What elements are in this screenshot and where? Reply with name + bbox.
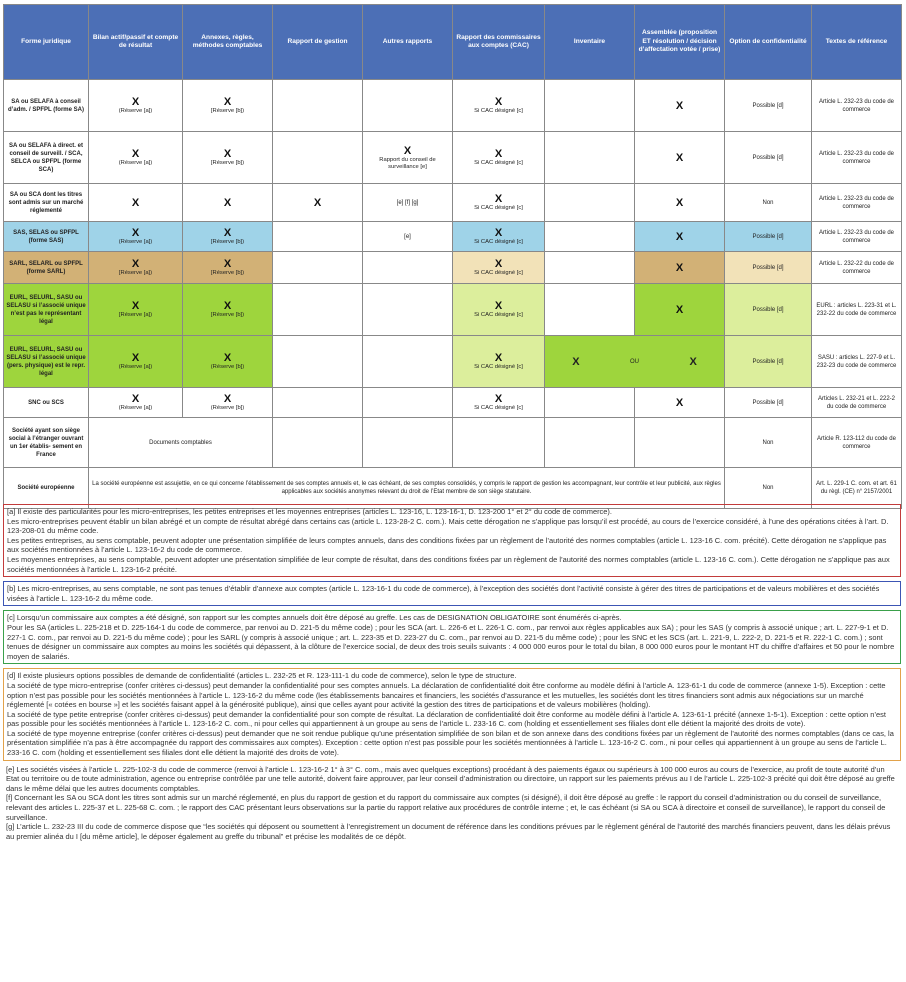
cell-reference: Article L. 232-22 du code de commerce [812,252,902,284]
cell-confidentialite: Possible [d] [725,132,812,184]
cell-rapport-gestion [273,222,363,252]
header-assemblee: Assemblée (proposition ET résolution / décision d’affectation votée / prise) [635,5,725,80]
cell-forme: Société ayant son siège social à l’étranger ouvrant un 1er établis- sement en France [4,418,89,468]
cell-autres-rapports [363,418,453,468]
cell-cac: X Si CAC désigné [c] [453,80,545,132]
cell-confidentialite: Possible [d] [725,336,812,388]
footnote-b [3,581,901,606]
cell-assemblee: X [635,222,725,252]
footnote-f: [f] Concernant les SA ou SCA dont les titres sont admis sur un marché réglementé, en plus du rapport de gestion et du rapport du commissaire aux comptes (si désigné), il doit être déposé au greffe : le rapport du conseil d’administration ou du conseil de surveillance, relevant des articles L. 225-37 et L. 225-68 C. com. ; le rapport des CAC présentant leurs observations sur la partie du rapport relative aux procédures de contrôle interne ; et, le cas échéant (si SA ou SCA à directoire et conseil de surveillance), le rapport du conseil de surveillance. [6,793,886,822]
cell-assemblee: X [635,184,725,222]
cell-inventaire [545,388,635,418]
table-row [4,80,902,132]
cell-bilan: X [Réserve [a]) [89,252,183,284]
cell-reference: Art. L. 229-1 C. com. et art. 61 du règl. (CE) n° 2157/2001 [812,468,902,509]
cell-inventaire-ou-assemblee [545,336,725,388]
cell-reference: Article L. 232-23 du code de commerce [812,222,902,252]
header-inventaire: Inventaire [545,5,635,80]
table-row [4,184,902,222]
footnote-a [3,504,901,577]
footnotes-efg [3,765,901,842]
cell-cac: X Si CAC désigné [c] [453,184,545,222]
cell-rapport-gestion [273,388,363,418]
table-row [4,252,902,284]
filing-requirements-table [3,4,902,509]
cell-rapport-gestion: X [273,184,363,222]
table-row [4,336,902,388]
footnote-g: [g] L’article L. 232-23 III du code de commerce dispose que “les sociétés qui déposent ou soumettent à l’enregistrement un document de référence dans les conditions prévues par le règlement général de l’autorité des marchés financiers peuvent, dans les délais prévus au premier alinéa du I [du même article], le déposer également au greffe du tribunal” et précise les modalités de ce dépôt. [6,822,891,841]
cell-inventaire [545,80,635,132]
cell-bilan: X (Réserve [a]) [89,80,183,132]
footnote-d-line: La société de type micro-entreprise (confer critères ci-dessus) peut demander la confidentialité pour ses comptes annuels. La déclaration de confidentialité doit être conforme au modèle défini à l’article A. 123-61-1 du code de commerce (annexe 1-5). Exception : cette option n’est pas possible pour les sociétés mentionnées à l’article L. 123-16-2 du même code (les établissements bancaires et financiers, les sociétés d’assurance et les mutuelles, les sociétés dont les titres financiers sont admis aux négociations sur un marché réglementé [« cotées en bourse »] et les sociétés faisant appel à la générosité publique), ainsi que celles ayant pour activité la gestion des titres de participations et de valeurs mobilières (holding). [7,680,886,710]
footnote-a-line: [a] Il existe des particularités pour les micro-entreprises, les petites entreprises et les moyennes entreprises (articles L. 123-16, L. 123-16-1, D. 123-200 1° et 2° du code de commerce). [7,507,612,516]
cell-confidentialite: Possible [d] [725,222,812,252]
cell-bilan: X (Réserve [a]) [89,388,183,418]
inventaire-x: X [572,355,580,368]
cell-assemblee: X [635,284,725,336]
cell-inventaire [545,418,635,468]
cell-cac: X Si CAC désigné [c] [453,252,545,284]
assemblee-x: X [689,355,697,368]
cell-forme: SAS, SELAS ou SPFPL (forme SAS) [4,222,89,252]
cell-assemblee: X [635,252,725,284]
cell-forme: SA ou SELAFA à direct. et conseil de surveill. / SCA, SELCA ou SPFPL (forme SCA) [4,132,89,184]
cell-reference: EURL : articles L. 223-31 et L. 232-22 du code de commerce [812,284,902,336]
cell-autres-rapports: [e] [f] [g] [363,184,453,222]
header-bilan: Bilan actif/passif et compte de résultat [89,5,183,80]
cell-reference: SASU : articles L. 227-9 et L. 232-23 du code de commerce [812,336,902,388]
cell-bilan: X (Réserve [a]) [89,336,183,388]
footnote-a-line: Les petites entreprises, au sens comptable, peuvent adopter une présentation simplifiée de leurs comptes annuels, dans des conditions fixées par un règlement de l’autorité des normes comptables (article L. 123-16 C. com. précité). Cette dérogation ne s’applique pas aux sociétés mentionnées à l’article L. 123-16-2 du code de commerce. [7,535,887,555]
cell-reference: Articles L. 232-21 et L. 222-2 du code de commerce [812,388,902,418]
footnote-c [3,610,901,664]
table-row [4,284,902,336]
header-forme-juridique: Forme juridique [4,5,89,80]
header-rapport-gestion: Rapport de gestion [273,5,363,80]
footnote-d-line: [d] Il existe plusieurs options possibles de demande de confidentialité (articles L. 232-25 et R. 123-111-1 du code de commerce), selon le type de structure. [7,671,517,681]
cell-cac: X Si CAC désigné [c] [453,388,545,418]
cell-autres-rapports [363,336,453,388]
cell-rapport-gestion [273,336,363,388]
table-row [4,132,902,184]
cell-confidentialite: Non [725,184,812,222]
footnote-c-line: [c] Lorsqu’un commissaire aux comptes a été désigné, son rapport sur les comptes annuels doit être déposé au greffe. Les cas de DESIGNATION OBLIGATOIRE sont énumérés ci-après. [7,613,622,623]
cell-confidentialite: Possible [d] [725,388,812,418]
cell-rapport-gestion [273,418,363,468]
cell-forme: SA ou SCA dont les titres sont admis sur un marché réglementé [4,184,89,222]
table-row [4,388,902,418]
cell-cac [453,418,545,468]
footnotes [3,504,901,845]
cell-autres-rapports [363,252,453,284]
cell-reference: Article L. 232-23 du code de commerce [812,132,902,184]
cell-bilan: X (Réserve [a]) [89,132,183,184]
cell-annexes: X [183,184,273,222]
cell-autres-rapports [363,388,453,418]
cell-annexes: X [Réserve [b]) [183,252,273,284]
cell-confidentialite: Non [725,468,812,509]
cell-inventaire [545,222,635,252]
cell-inventaire [545,184,635,222]
cell-rapport-gestion [273,252,363,284]
table-row [4,468,902,509]
cell-societe-europeenne-text: La société européenne est assujettie, en ce qui concerne l’établissement de ses comptes annuels et, le cas échéant, de ses comptes consolidés, y compris le rapport de gestion les accompagnant, leur contrôle et leur publicité, aux règles applicables aux sociétés anonymes relevant du droit de l’Etat membre de son siège statutaire. [89,468,725,509]
footnote-d-line: La société de type moyenne entreprise (confer critères ci-dessus) peut demander que ne soit rendue publique qu’une présentation simplifiée de son bilan et de son annexe dans des conditions fixées par un règlement de l’autorité des normes comptables (dans ce cas, la présentation simplifiée n’a pas à être accompagnée du rapport des commissaires aux comptes). Exception : cette option n’est pas possible pour les sociétés mentionnées à l’article L. 123-16-2 C. com., ni pour celles qui appartiennent à un groupe au sens de l’article L. 233-16 C. com (holding et essentiellement ses filiales dont elle détient la majorité des droits de vote). [7,728,894,758]
cell-forme: EURL, SELURL, SASU ou SELASU si l’associé unique n’est pas le représentant légal [4,284,89,336]
footnote-c-line: Pour les SA (articles L. 225-218 et D. 225-164-1 du code de commerce, par renvoi au D. 221-5 du même code) ; pour les SCA (art. L. 226-6 et L. 226-1 C. com., par renvoi aux règles applicables aux SA) ; pour les SAS (y compris à associé unique ; art. L. 227-9-1 et D. 227-1 C. com., par renvoi au D. 221-5 du même code) ; pour les SARL (y compris à associé unique ; art. L. 223-35 et D. 223-27 du C. com., par renvoi au D. 221-5 du même code) ; pour les SNC et les SCS (art. L. 221-9, L. 222-2, D. 221-5 et R. 222-1 C. com.) ; sont tenues de désigner un commissaire aux comptes au moins les sociétés qui dépassent, à la clôture de l’exercice social, de deux des trois seuils suivants : 4 000 000 euros pour le total du bilan, 8 000 000 euros pour le montant HT du chiffre d’affaires et 50 pour le nombre moyen de salariés. [7,622,895,661]
cell-cac: X Si CAC désigné [c] [453,284,545,336]
cell-rapport-gestion [273,132,363,184]
cell-annexes: X [Réserve [b]) [183,222,273,252]
cell-annexes: X [Réserve [b]) [183,284,273,336]
cell-cac: X Si CAC désigné [c] [453,222,545,252]
footnote-a-line: Les micro-entreprises peuvent établir un bilan abrégé et un compte de résultat abrégé dans certains cas (article L. 123-28-2 C. com.). Mais cette dérogation ne s’applique pas lorsqu’il est procédé, au cours de l’exercice considéré, à l’une des opérations citées à l’art. D. 123-208-01 du même code. [7,516,889,536]
header-annexes: Annexes, règles, méthodes comptables [183,5,273,80]
cell-rapport-gestion [273,80,363,132]
cell-assemblee: X [635,132,725,184]
cell-confidentialite: Possible [d] [725,284,812,336]
header-rapport-cac: Rapport des commissaires aux comptes (CAC) [453,5,545,80]
cell-forme: SNC ou SCS [4,388,89,418]
cell-bilan: X [Réserve [a]) [89,284,183,336]
cell-confidentialite: Possible [d] [725,252,812,284]
cell-assemblee [635,418,725,468]
header-textes-reference: Textes de référence [812,5,902,80]
cell-bilan: X [89,184,183,222]
footnote-d [3,668,901,760]
cell-documents-comptables: Documents comptables [89,418,273,468]
table-row [4,418,902,468]
cell-autres-rapports [363,80,453,132]
cell-annexes: X [Réserve [b]) [183,132,273,184]
cell-reference: Article L. 232-23 du code de commerce [812,80,902,132]
footnote-b-line: [b] Les micro-entreprises, au sens comptable, ne sont pas tenues d’établir d’annexe aux comptes (article L. 123-16-1 du code de commerce), à l’exception des sociétés dont l’activité consiste à gérer des titres de participations et de valeurs mobilières et des sociétés visées à l’article L. 123-16-2 du même code. [7,584,880,603]
cell-autres-rapports [363,284,453,336]
cell-cac: X Si CAC désigné [c] [453,132,545,184]
cell-reference: Article L. 232-23 du code de commerce [812,184,902,222]
table-row [4,222,902,252]
cell-assemblee: X [635,80,725,132]
cell-assemblee: X [635,388,725,418]
table-header-row [4,5,902,80]
cell-forme: EURL, SELURL, SASU ou SELASU si l’associé unique (pers. physique) est le repr. légal [4,336,89,388]
cell-confidentialite: Possible [d] [725,80,812,132]
cell-reference: Article R. 123-112 du code de commerce [812,418,902,468]
ou-label: OU [630,358,639,365]
cell-autres-rapports: X Rapport du conseil de surveillance [e] [363,132,453,184]
cell-annexes: X (Réserve [b]) [183,336,273,388]
cell-forme: Société européenne [4,468,89,509]
footnote-e: [e] Les sociétés visées à l’article L. 225-102-3 du code de commerce (renvoi à l’article L. 123-16-2 1° à 3° C. com., mais avec quelques exceptions) procédant à des paiements égaux ou supérieurs à 100 000 euros au cours de l’exercice, au profit de toute autorité d’un Etat ou territoire ou de toute administration, agence ou entreprise contrôlée par une telle autorité, doivent faire approuver, par leur conseil d’administration ou directoire, un rapport sur les paiements prévus au I de l’article L. 225-102-3 précité qui doit être déposé au greffe dans le même délai que les autres documents comptables. [6,764,895,793]
cell-forme: SARL, SELARL ou SPFPL (forme SARL) [4,252,89,284]
cell-rapport-gestion [273,284,363,336]
cell-inventaire [545,252,635,284]
footnote-d-line: La société de type petite entreprise (confer critères ci-dessus) peut demander la confidentialité pour son compte de résultat. La déclaration de confidentialité doit être conforme au modèle défini à l’article A. 123-61-1 précité (annexe 1-5-1). Exception : cette option n’est pas possible pour les sociétés mentionnées à l’article L. 123-16-2 C. com., ni pour celles qui appartiennent à un groupe au sens de l’article L. 233-16 C. com (holding et essentiellement ses filiales dont elle détient la majorité des droits de vote). [7,709,886,729]
cell-inventaire [545,132,635,184]
header-autres-rapports: Autres rapports [363,5,453,80]
cell-inventaire [545,284,635,336]
cell-cac: X Si CAC désigné [c] [453,336,545,388]
header-confidentialite: Option de confidentialité [725,5,812,80]
cell-annexes: X [Réserve [b]) [183,80,273,132]
footnote-a-line: Les moyennes entreprises, au sens comptable, peuvent adopter une présentation simplifiée de leur compte de résultat, dans des conditions fixées par un règlement de l’autorité des normes comptables (article L. 123-16 C. com.). Cette dérogation ne s’applique pas aux sociétés mentionnées à l’article L. 123-16-2 précité. [7,554,890,574]
cell-forme: SA ou SELAFA à conseil d’adm. / SPFPL (forme SA) [4,80,89,132]
cell-bilan: X (Réserve [a]) [89,222,183,252]
cell-annexes: X (Réserve [b]) [183,388,273,418]
cell-autres-rapports: [e] [363,222,453,252]
cell-confidentialite: Non [725,418,812,468]
